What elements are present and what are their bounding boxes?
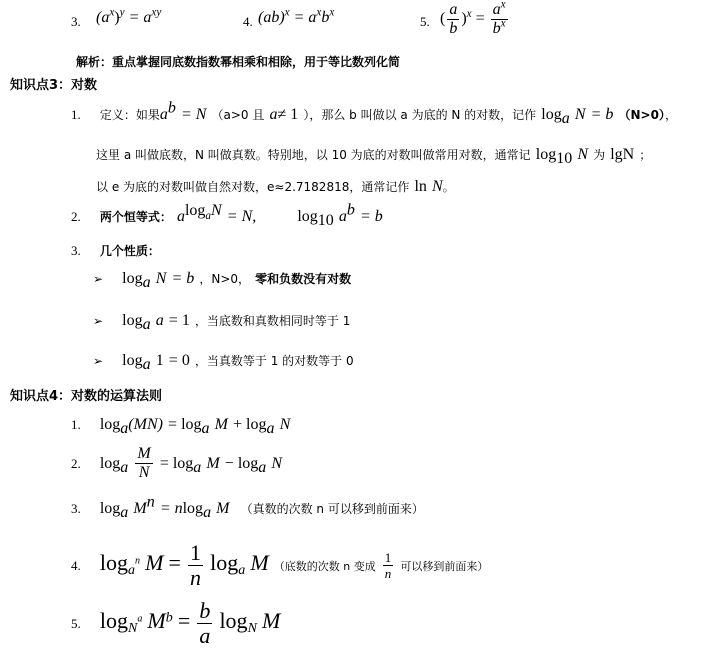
section-3-heading: 知识点3：对数 [10,78,98,93]
formula-5-number: 5. [420,14,430,29]
analysis-note: 解析：重点掌握同底数指数幂相乘和相除，用于等比数列化简 [76,55,401,69]
log-rule-5: 5. $\log_N^a M^b$ = $\frac{b}{a}$ $\log_N M$ [71,598,281,648]
bullet-arrow-icon: ➢ [93,314,104,328]
formula-4-number: 4. [243,14,253,29]
log-rule-1: 1. $\log_a(MN) = \log_a M + \log_a N$ [71,416,291,438]
properties-heading: 3. 几个性质： [71,243,160,258]
bullet-arrow-icon: ➢ [93,354,104,368]
property-2: ➢ $\log_a a = 1$ ，当底数和真数相同时等于 1 [93,312,351,334]
definition-line-2: 这里 a 叫做底数，N 叫做真数。特别地，以 10 为底的对数叫做常用对数，通常记 $\log_{10} N$ 为 lgN ； [96,146,652,168]
log-rule-4: 4. $\log_a^n M$ = $\frac{1}{n}$ $\log_a M$ （底数的次数 n 变成 $\frac{1}{n}$ 可以移到前面来） [71,540,489,590]
bullet-arrow-icon: ➢ [93,272,104,286]
definition-line-3: 以 e 为底的对数叫做自然对数，e≈2.7182818，通常记作 ln N。 [96,178,455,195]
top-formulas-row [0,0,712,44]
formula-3-number: 3. [71,14,81,29]
formula-4: $(ab)^x = a^xb^x$ [258,6,335,26]
log-rule-3: 3. $\log_a M^n = nlog_a$ M （真数的次数 n 可以移到前面来） [71,493,424,522]
property-3: ➢ $\log_a 1 = 0$ ，当真数等于 1 的对数等于 0 [93,352,354,374]
formula-3: $(a^x)^y = a^{xy}$ [96,6,162,26]
property-1: ➢ $\log_a N = b$ ，N>0， 零和负数没有对数 [93,270,352,292]
log-rule-2: 2. $\log_a$ $\frac{M}{N}$ = $\log_a M - \log_a N$ [71,445,283,481]
formula-5: ( $\frac{a}{b}$ )$^x$ = $\frac{a^x}{b^x}$ [440,0,506,37]
section-4-heading: 知识点4：对数的运算法则 [10,389,163,404]
definition-line-1: 1. 定义：如果$a^b = N$ （a>0 且 a≠ 1 ），那么 b 叫做以 a 为底的 N 的对数，记作 $\log_a N = b$ （N>0）， [71,99,677,128]
identities-line: 2. 两个恒等式： $a^{log_aN} = N$, $\log_{10} a^b = b$ [71,201,383,230]
